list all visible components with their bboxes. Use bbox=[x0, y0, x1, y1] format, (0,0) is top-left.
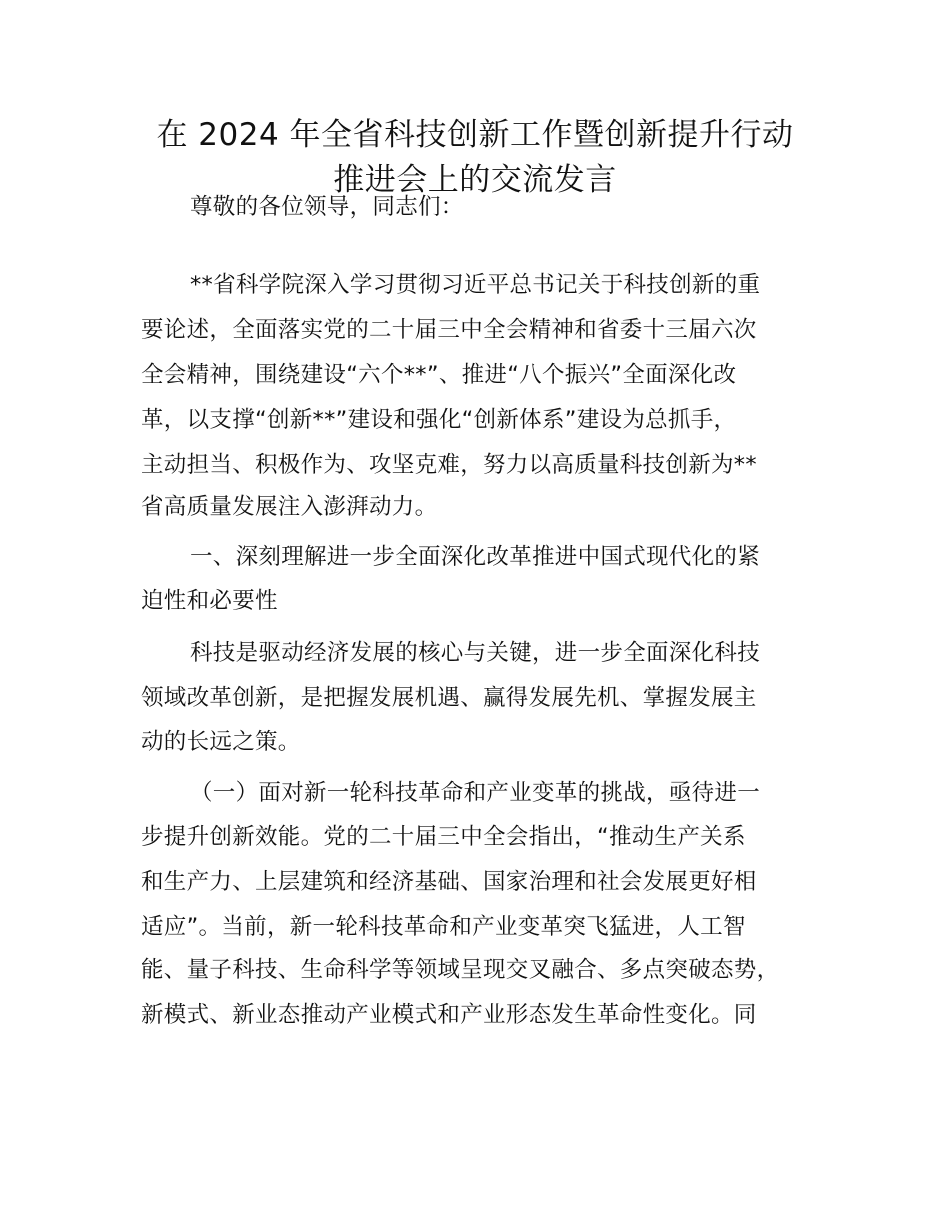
paragraph-1-line-3: 全会精神，围绕建设“六个**”、推进“八个振兴”全面深化改 bbox=[141, 362, 737, 388]
paragraph-3-line-1: （一）面对新一轮科技革命和产业变革的挑战，亟待进一 bbox=[190, 780, 761, 806]
paragraph-3-line-2: 步提升创新效能。党的二十届三中全会指出，“推动生产关系 bbox=[141, 824, 746, 850]
document-title-line-1: 在 2024 年全省科技创新工作暨创新提升行动 bbox=[156, 117, 794, 153]
paragraph-1-line-6: 省高质量发展注入澎湃动力。 bbox=[141, 494, 438, 520]
paragraph-2-line-1: 科技是驱动经济发展的核心与关键，进一步全面深化科技 bbox=[190, 640, 761, 666]
paragraph-1-line-5: 主动担当、积极作为、攻坚克难，努力以高质量科技创新为** bbox=[141, 452, 757, 478]
paragraph-3-line-4: 适应”。当前，新一轮科技革命和产业变革突飞猛进，人工智 bbox=[141, 914, 746, 940]
paragraph-1-line-4: 革，以支撑“创新**”建设和强化“创新体系”建设为总抓手， bbox=[141, 407, 737, 433]
paragraph-2-line-3: 动的长远之策。 bbox=[141, 729, 301, 755]
section-1-heading-line-1: 一、深刻理解进一步全面深化改革推进中国式现代化的紧 bbox=[190, 544, 761, 570]
document-title-line-2: 推进会上的交流发言 bbox=[333, 162, 617, 198]
paragraph-1-line-1: **省科学院深入学习贯彻习近平总书记关于科技创新的重 bbox=[190, 272, 761, 298]
paragraph-3-line-3: 和生产力、上层建筑和经济基础、国家治理和社会发展更好相 bbox=[141, 869, 757, 895]
paragraph-2-line-2: 领域改革创新，是把握发展机遇、赢得发展先机、掌握发展主 bbox=[141, 685, 757, 711]
paragraph-1-line-2: 要论述，全面落实党的二十届三中全会精神和省委十三届六次 bbox=[141, 317, 757, 343]
paragraph-3-line-6: 新模式、新业态推动产业模式和产业形态发生革命性变化。同 bbox=[141, 1002, 757, 1028]
paragraph-3-line-5: 能、量子科技、生命科学等领域呈现交叉融合、多点突破态势， bbox=[141, 957, 780, 983]
section-1-heading-line-2: 迫性和必要性 bbox=[141, 588, 278, 614]
salutation: 尊敬的各位领导，同志们： bbox=[190, 194, 464, 220]
